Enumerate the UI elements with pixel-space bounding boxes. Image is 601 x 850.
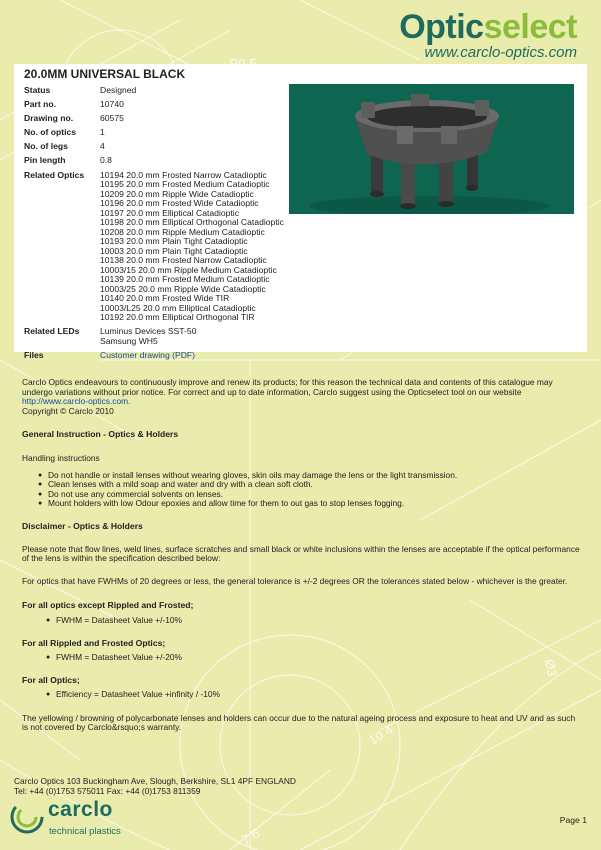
dimension-label-7-6: 7.6 xyxy=(239,825,263,848)
brand-url[interactable]: www.carclo-optics.com xyxy=(424,44,577,61)
related-optic-item: 10139 20.0 mm Frosted Medium Catadioptic xyxy=(100,274,270,285)
product-title: 20.0MM UNIVERSAL BLACK xyxy=(24,67,186,81)
related-led-item: Luminus Devices SST-50 xyxy=(100,326,197,337)
product-image xyxy=(289,84,574,214)
part-label: Part no. xyxy=(24,99,56,110)
list-item: ● Do not use any commercial solvents on lenses. xyxy=(48,490,580,500)
copyright: Copyright © Carclo 2010 xyxy=(22,405,114,416)
drawing-label: Drawing no. xyxy=(24,113,74,124)
pin-value: 0.8 xyxy=(100,155,112,166)
dimension-label-10-4: 10.4 xyxy=(366,721,396,748)
handling-subheading: Handling instructions xyxy=(22,452,100,463)
spec-table xyxy=(24,86,284,360)
legs-value: 4 xyxy=(100,141,105,152)
part-value: 10740 xyxy=(100,99,124,110)
related-optic-item: 10193 20.0 mm Plain Tight Catadioptic xyxy=(100,236,248,247)
general-heading: General Instruction - Optics & Holders xyxy=(22,429,179,440)
diameter-dimension-label: Ø3 xyxy=(542,657,560,678)
carclo-wordmark: carclo xyxy=(48,798,113,821)
intro-paragraph: Carclo Optics endeavours to continuously improve and renew its products; for this reason the technical data and contents of this catalogue may undergo variations without prior notice. For correct and up to date information, Carclo suggest using the Opticselect tool on our website xyxy=(22,377,553,397)
spec-row-drawing xyxy=(24,114,284,128)
related-optic-item: 10003/15 20.0 mm Ripple Medium Catadioptic xyxy=(100,264,277,275)
handling-list xyxy=(22,471,580,509)
related-optic-item: 10196 20.0 mm Frosted Wide Catadioptic xyxy=(100,198,259,209)
address-line: Carclo Optics 103 Buckingham Ave, Slough, Berkshire, SL1 4PF ENGLAND xyxy=(14,776,296,786)
related-optic-item: 10138 20.0 mm Frosted Narrow Catadioptic xyxy=(100,255,267,266)
brand-wordmark xyxy=(399,8,577,46)
related-optic-item: 10003/25 20.0 mm Ripple Wide Catadioptic xyxy=(100,283,266,294)
optics-value: 1 xyxy=(100,127,105,138)
spec-row-optics xyxy=(24,128,284,142)
list-item: ● Mount holders with low Odour epoxies and allow time for them to out gas to stop lenses fogging. xyxy=(48,499,580,509)
intro-text xyxy=(22,378,580,416)
tolerance-heading-2: For all Rippled and Frosted Optics; xyxy=(22,637,166,648)
related-optics-list xyxy=(100,171,284,328)
related-optic-item: 10194 20.0 mm Frosted Narrow Catadioptic xyxy=(100,169,267,180)
files-label: Files xyxy=(24,349,44,360)
opticselect-logo xyxy=(399,8,577,61)
document-body xyxy=(22,378,580,733)
related-optic-item: 10197 20.0 mm Elliptical Catadioptic xyxy=(100,207,240,218)
tolerance-list-2 xyxy=(22,653,580,663)
related-optic-item: 10003 20.0 mm Plain Tight Catadioptic xyxy=(100,245,248,256)
related-optic-item: 10140 20.0 mm Frosted Wide TIR xyxy=(100,293,230,304)
legs-label: No. of legs xyxy=(24,141,68,152)
tolerance-list-3 xyxy=(22,690,580,700)
related-optic-item: 10198 20.0 mm Elliptical Orthogonal Catadioptic xyxy=(100,217,284,228)
disclaimer-paragraph-1: Please note that flow lines, weld lines, surface scratches and small black or white inclusions within the lenses are acceptable if the optical performance of the lens is within the specification described below: xyxy=(22,543,580,564)
related-leds-list xyxy=(100,327,284,351)
related-optics-label: Related Optics xyxy=(24,169,85,180)
brand-select: select xyxy=(483,8,577,46)
list-item: ● Clean lenses with a mild soap and water and dry with a clean soft cloth. xyxy=(48,480,580,490)
tolerance-list-1 xyxy=(22,616,580,626)
list-item: ● Do not handle or install lenses without wearing gloves, skin oils may damage the lens or the light transmission. xyxy=(48,471,580,481)
related-optic-item: 10003/L25 20.0 mm Elliptical Catadioptic xyxy=(100,302,256,313)
status-value: Designed xyxy=(100,85,137,95)
customer-drawing-link[interactable]: Customer drawing (PDF) xyxy=(100,349,196,360)
related-optic-item: 10195 20.0 mm Frosted Medium Catadioptic xyxy=(100,179,270,190)
related-leds-label: Related LEDs xyxy=(24,326,80,337)
yellowing-paragraph: The yellowing / browning of polycarbonate lenses and holders can occur due to the natural ageing process and exposure to heat and UV and as such is not covered by Carclo&rsquo;s warranty. xyxy=(22,712,576,733)
spec-row-related-leds xyxy=(24,327,284,351)
website-link[interactable]: http://www.carclo-optics.com. xyxy=(22,396,131,407)
related-optic-item: 10209 20.0 mm Ripple Wide Catadioptic xyxy=(100,188,254,199)
carclo-swirl-icon xyxy=(10,800,44,834)
page-number: Page 1 xyxy=(559,815,587,825)
carclo-tagline: technical plastics xyxy=(49,826,121,837)
related-led-item: Samsung WH5 xyxy=(100,335,158,346)
related-optic-item: 10208 20.0 mm Ripple Medium Catadioptic xyxy=(100,226,265,237)
spec-row-status xyxy=(24,86,284,100)
list-item: ● Efficiency = Datasheet Value +infinity / -10% xyxy=(56,690,580,700)
spec-row-pin xyxy=(24,156,284,170)
pin-label: Pin length xyxy=(24,155,66,166)
phone-line: Tel: +44 (0)1753 575011 Fax: +44 (0)1753 811359 xyxy=(14,785,201,796)
tolerance-heading-3: For all Optics; xyxy=(22,674,80,685)
list-item: ● FWHM = Datasheet Value +/-10% xyxy=(56,616,580,626)
list-item: ● FWHM = Datasheet Value +/-20% xyxy=(56,653,580,663)
spec-row-part xyxy=(24,100,284,114)
tolerance-heading-1: For all optics except Rippled and Frosted; xyxy=(22,600,194,611)
footer-address xyxy=(14,777,296,796)
drawing-value: 60575 xyxy=(100,113,124,124)
status-label: Status xyxy=(24,85,51,95)
optics-label: No. of optics xyxy=(24,127,77,138)
brand-optic: Optic xyxy=(399,8,484,46)
disclaimer-paragraph-2: For optics that have FWHMs of 20 degrees or less, the general tolerance is +/-2 degrees OR the tolerances stated below - whichever is the greater. xyxy=(22,575,568,586)
spec-row-legs xyxy=(24,142,284,156)
related-optic-item: 10192 20.0 mm Elliptical Orthogonal TIR xyxy=(100,312,255,323)
spec-row-related-optics xyxy=(24,171,284,328)
disclaimer-heading: Disclaimer - Optics & Holders xyxy=(22,520,143,531)
spec-row-files xyxy=(24,351,284,361)
